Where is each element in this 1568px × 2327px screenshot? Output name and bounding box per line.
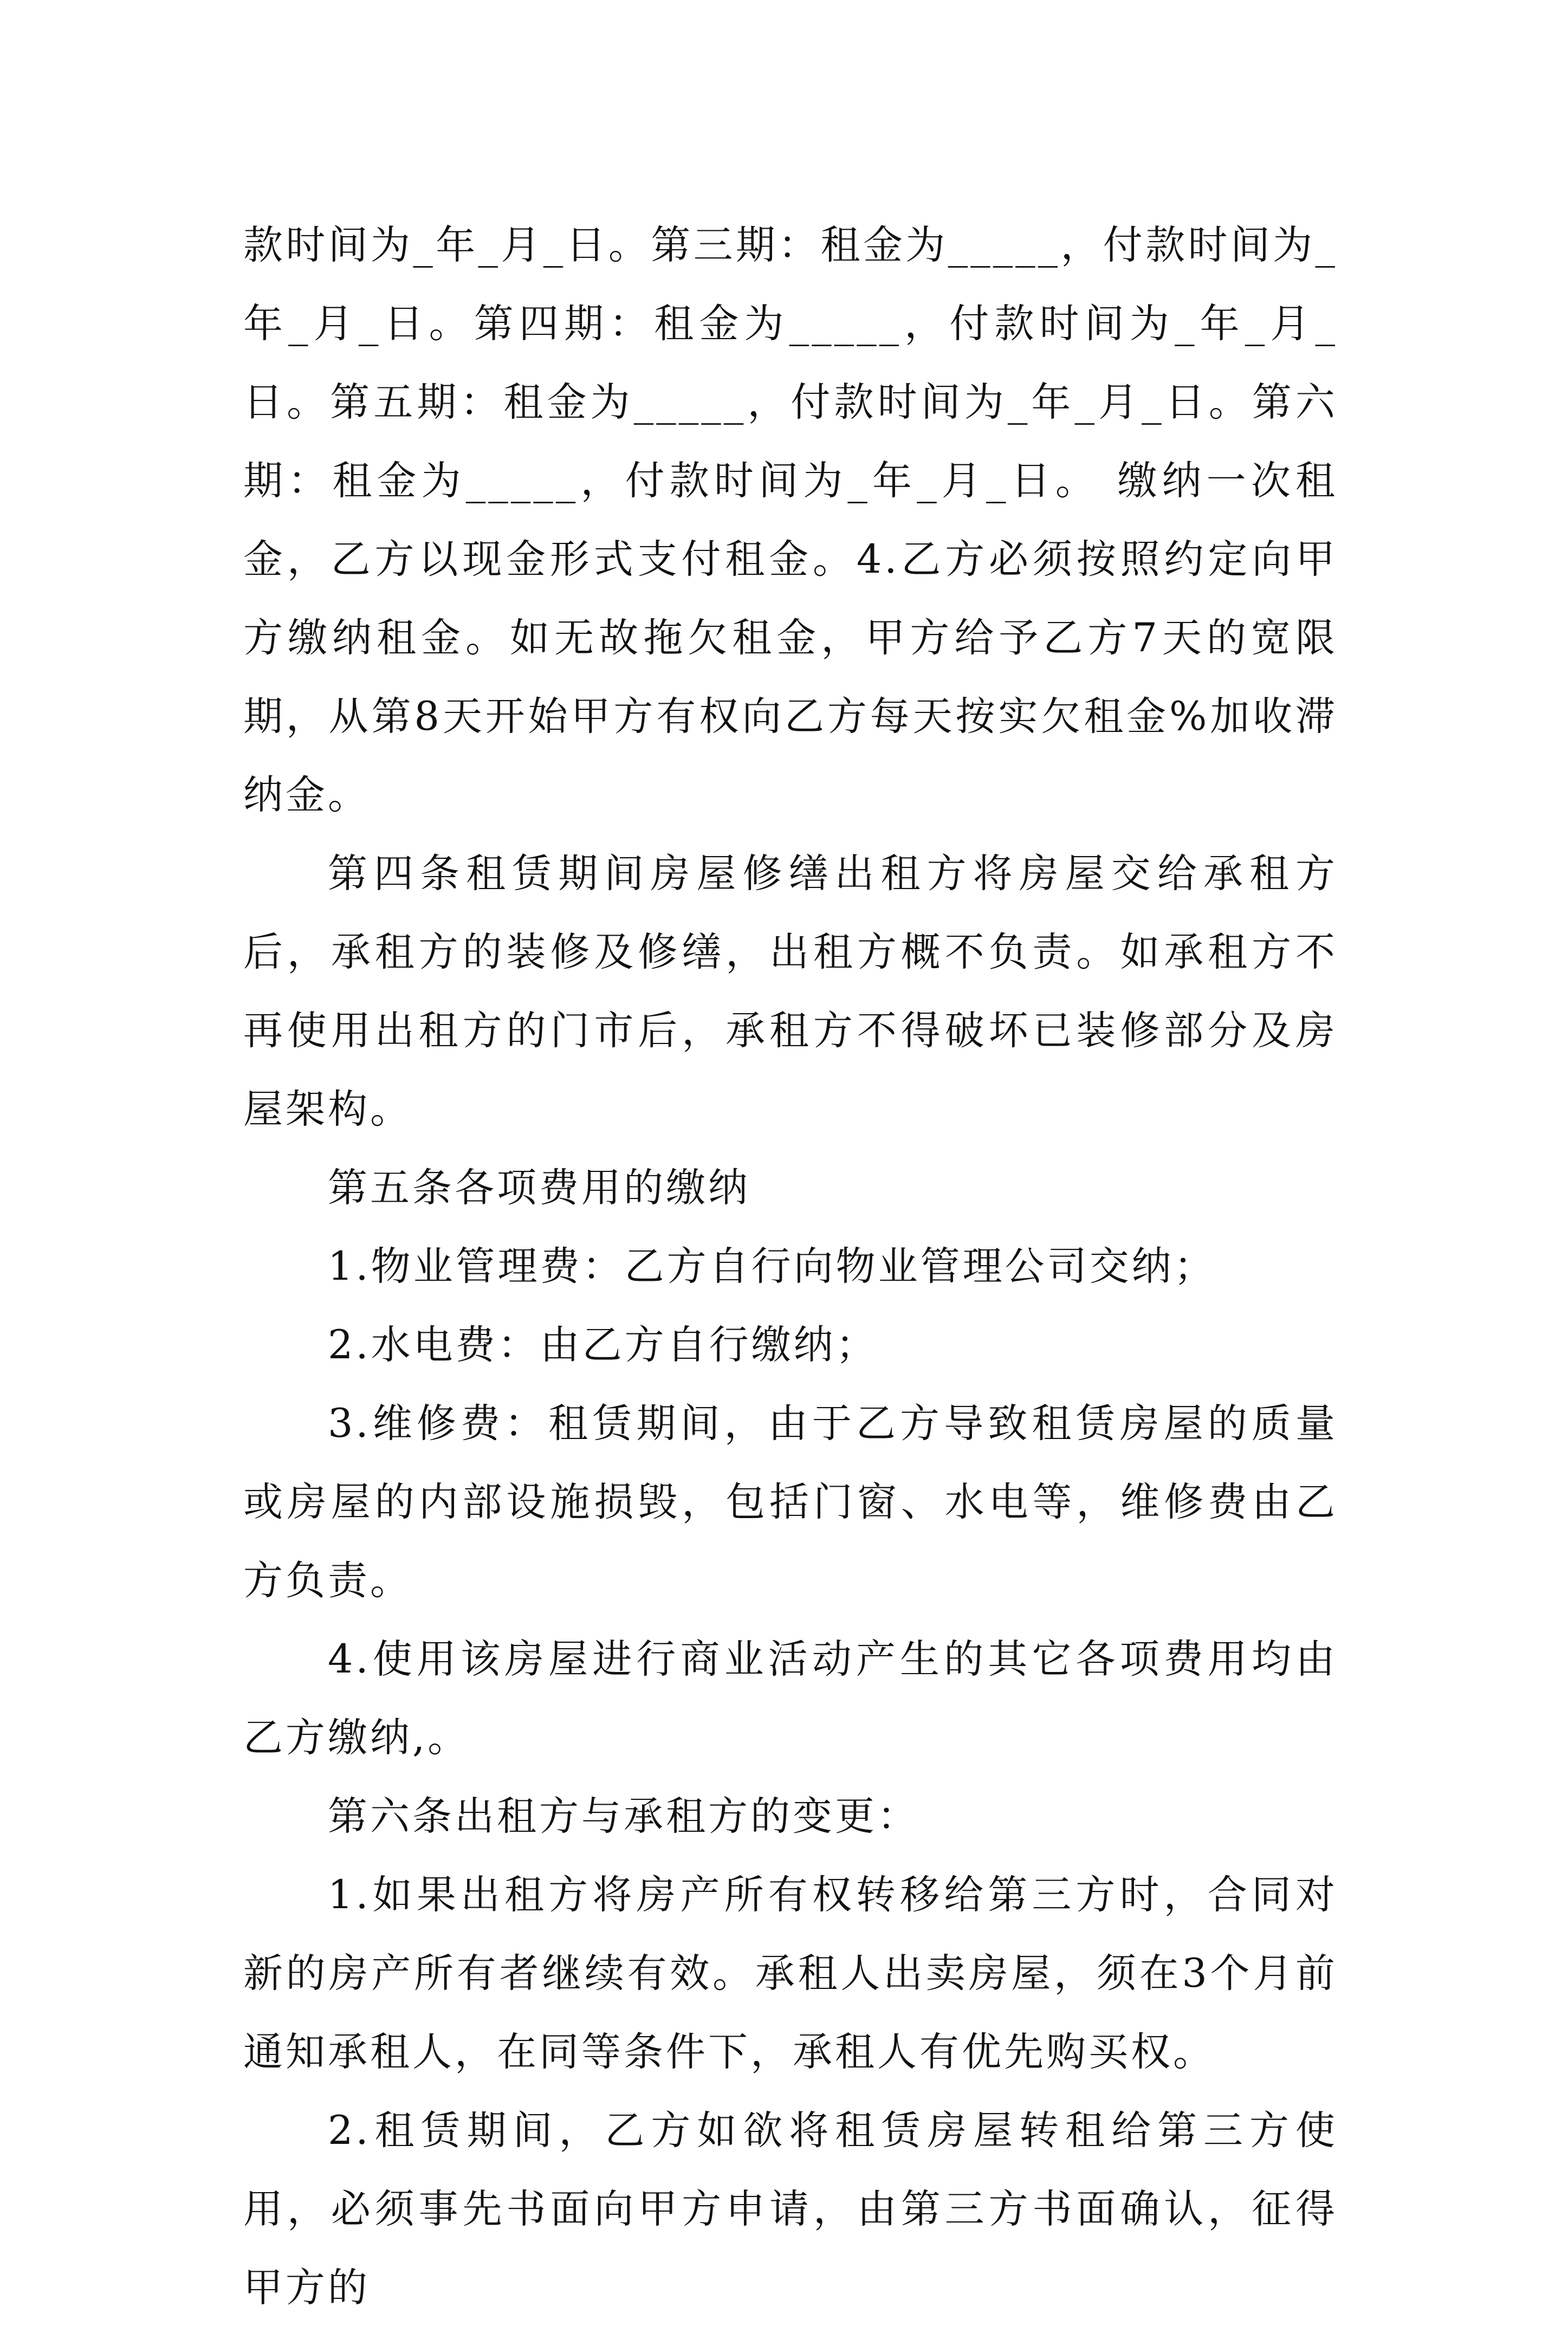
paragraph-article-5-heading: 第五条各项费用的缴纳 bbox=[328, 1165, 750, 1211]
paragraph-article-4-repairs: 第四条租赁期间房屋修缮出租方将房屋交给承租方后，承租方的装修及修缮，出租方概不负责。如承租方不再使用出租方的门市后，承租方不得破坏已装修部分及房屋架构。 bbox=[243, 851, 1338, 1132]
document-body bbox=[243, 206, 1338, 2327]
paragraph-utility-fee: 2.水电费：由乙方自行缴纳； bbox=[328, 1322, 878, 1368]
paragraph-maintenance-fee: 3.维修费：租赁期间，由于乙方导致租赁房屋的质量或房屋的内部设施损毁，包括门窗、水电等，维修费由乙方负责。 bbox=[243, 1401, 1338, 1604]
paragraph-property-fee: 1.物业管理费：乙方自行向物业管理公司交纳； bbox=[328, 1243, 1216, 1289]
paragraph-other-fees: 4.使用该房屋进行商业活动产生的其它各项费用均由乙方缴纳,。 bbox=[243, 1636, 1338, 1761]
paragraph-article-6-heading: 第六条出租方与承租方的变更： bbox=[328, 1793, 919, 1839]
paragraph-sublease: 2.租赁期间，乙方如欲将租赁房屋转租给第三方使用，必须事先书面向甲方申请，由第三方书面确认，征得甲方的 bbox=[243, 2108, 1338, 2311]
paragraph-ownership-transfer: 1.如果出租方将房产所有权转移给第三方时，合同对新的房产所有者继续有效。承租人出卖房屋，须在3个月前通知承租人，在同等条件下，承租人有优先购买权。 bbox=[243, 1872, 1338, 2075]
paragraph-payment-schedule: 款时间为_年_月_日。第三期：租金为_____，付款时间为_年_月_日。第四期：租金为_____，付款时间为_年_月_日。第五期：租金为_____，付款时间为_年_月_日。第六期：租金为_____，付款时间为_年_月_日。 缴纳一次租金，乙方以现金形式支付租金。4.乙方必须按照约定向甲方缴纳租金。如无故拖欠租金，甲方给予乙方7天的宽限期，从第8天开始甲方有权向乙方每天按实欠租金%加收滞纳金。 bbox=[243, 222, 1338, 818]
